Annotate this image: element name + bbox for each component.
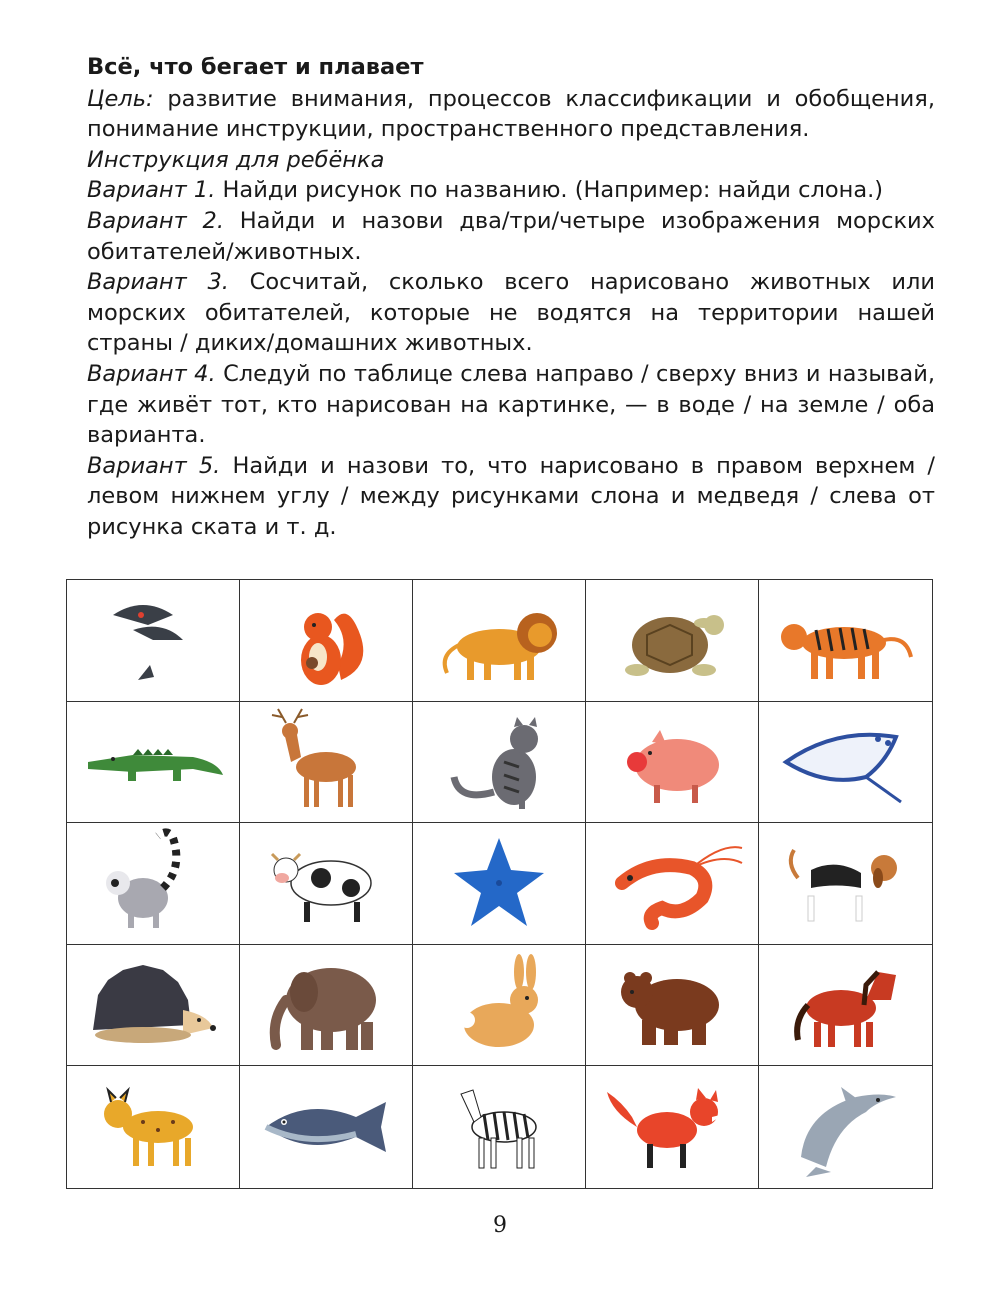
variant-label: Вариант 5. (87, 452, 221, 479)
grid-cell (67, 1066, 240, 1188)
page-title: Всё, что бегает и плавает (87, 54, 424, 80)
lion-icon (419, 585, 579, 695)
variant-text: Сосчитай, сколько всего нарисовано животных или морских обитателей, которые не водятся на территории нашей страны / диких/домашних животных. (87, 269, 936, 357)
horse-icon (766, 950, 926, 1060)
grid-cell (240, 1066, 413, 1188)
grid-cell (586, 580, 759, 702)
elephant-icon (246, 950, 406, 1060)
tiger-icon (766, 585, 926, 695)
grid-cell (240, 702, 413, 824)
beagle-icon (766, 828, 926, 938)
shrimp-icon (592, 828, 752, 938)
fish-icon (246, 1072, 406, 1182)
variant-label: Вариант 2. (87, 207, 224, 234)
hedgehog-icon (73, 950, 233, 1060)
variant-text: Найди рисунок по названию. (Например: найди слона.) (215, 177, 884, 204)
grid-cell (759, 580, 932, 702)
grid-cell (759, 702, 932, 824)
fox-icon (592, 1072, 752, 1182)
turtle-icon (592, 585, 752, 695)
dolphin-icon (766, 1072, 926, 1182)
grid-cell (67, 823, 240, 945)
rabbit-icon (419, 950, 579, 1060)
grid-cell (413, 702, 586, 824)
page-number: 9 (493, 1213, 507, 1238)
deer-icon (246, 707, 406, 817)
grid-cell (759, 945, 932, 1067)
cow-icon (246, 828, 406, 938)
bear-icon (592, 950, 752, 1060)
stingray-icon (766, 707, 926, 817)
grid-cell (759, 1066, 932, 1188)
variant-text: Найди и назови два/три/четыре изображения морских обитателей/животных. (87, 207, 935, 265)
grid-cell (413, 1066, 586, 1188)
crocodile-icon (73, 707, 233, 817)
grid-cell (586, 945, 759, 1067)
grid-cell (67, 945, 240, 1067)
grid-cell (240, 580, 413, 702)
grid-cell (413, 823, 586, 945)
starfish-icon (419, 828, 579, 938)
variant-2 (87, 206, 935, 267)
goal-paragraph (87, 84, 935, 145)
variant-5 (87, 451, 935, 543)
variant-label: Вариант 1. (87, 177, 216, 204)
variant-label: Вариант 3. (87, 269, 229, 296)
lynx-icon (73, 1072, 233, 1182)
variant-text: Найди и назови то, что нарисовано в правом верхнем / левом нижнем углу / между рисунками слона и медведя / слева от рисунка ската и т. д. (87, 452, 936, 540)
swallow-icon (73, 585, 233, 695)
grid-cell (240, 945, 413, 1067)
grid-cell (586, 702, 759, 824)
instruction-heading: Инструкция для ребёнка (87, 146, 385, 173)
grid-cell (759, 823, 932, 945)
grid-cell (67, 580, 240, 702)
pig-icon (592, 707, 752, 817)
goal-label: Цель: (87, 85, 154, 112)
lemur-icon (73, 828, 233, 938)
grid-cell (586, 1066, 759, 1188)
grid-cell (413, 945, 586, 1067)
grid-cell (413, 580, 586, 702)
variant-3 (87, 267, 935, 359)
instruction-text (87, 52, 935, 543)
cat-icon (419, 707, 579, 817)
grid-cell (67, 702, 240, 824)
squirrel-icon (246, 585, 406, 695)
variant-1 (87, 175, 935, 206)
goal-text: развитие внимания, процессов классификации и обобщения, понимание инструкции, пространственного представления. (87, 85, 935, 143)
variant-4 (87, 359, 935, 451)
grid-cell (240, 823, 413, 945)
variant-text: Следуй по таблице слева направо / сверху вниз и называй, где живёт тот, кто нарисован на картинке, — в воде / на земле / оба варианта. (87, 360, 935, 449)
grid-cell (586, 823, 759, 945)
zebra-icon (419, 1072, 579, 1182)
animal-grid (66, 579, 933, 1189)
variant-label: Вариант 4. (87, 360, 216, 387)
